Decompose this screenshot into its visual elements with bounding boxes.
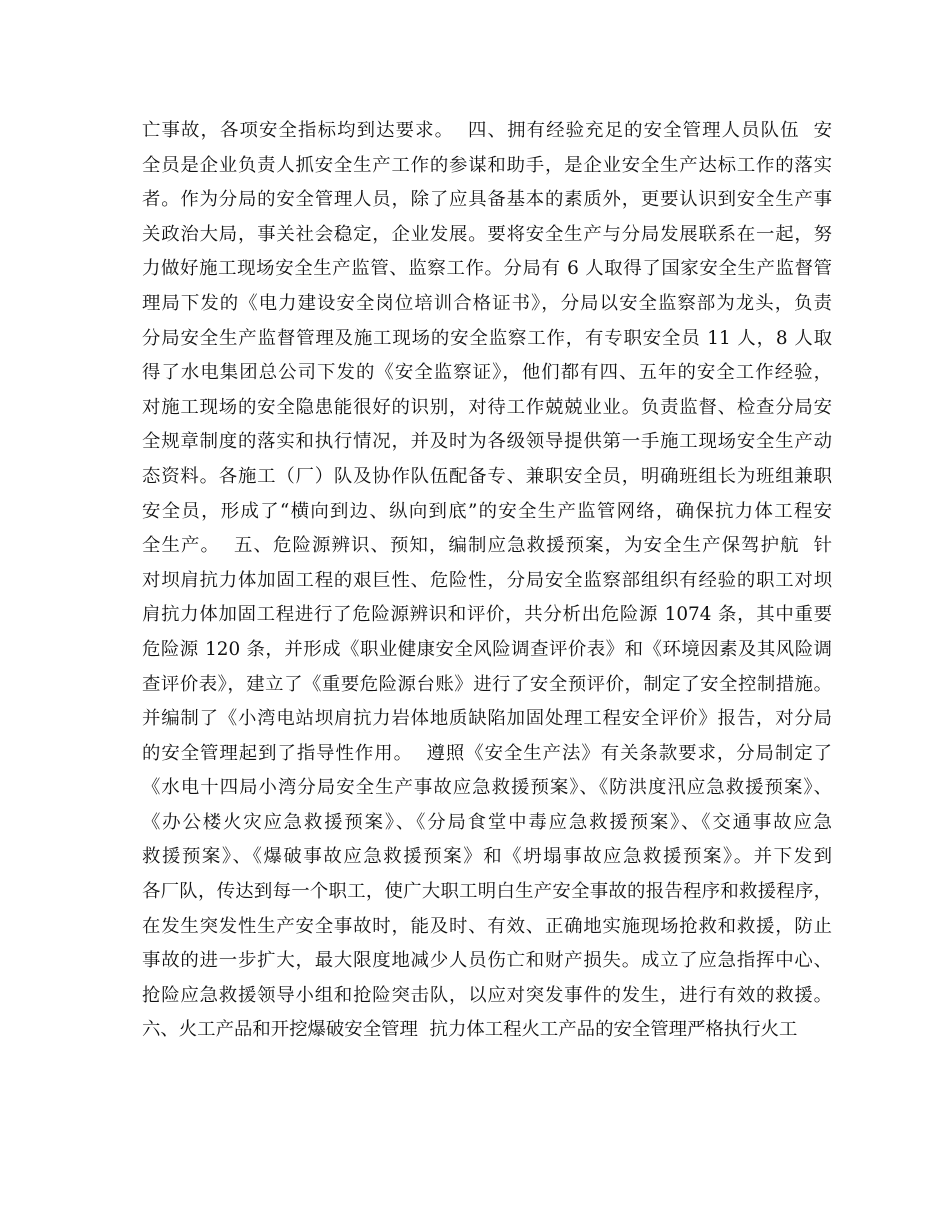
text-line: 并编制了《小湾电站坝肩抗力岩体地质缺陷加固处理工程安全评价》报告，对分局	[142, 708, 832, 730]
text-line: 对坝肩抗力体加固工程的艰巨性、危险性，分局安全监察部组织有经验的职工对坝	[142, 569, 832, 591]
text-line: 抢险应急救援领导小组和抢险突击队，以应对突发事件的发生，进行有效的救援。	[142, 984, 832, 1006]
text-line: 六、火工产品和开挖爆破安全管理 抗力体工程火工产品的安全管理严格执行火工	[142, 1019, 798, 1041]
text-line: 理局下发的《电力建设安全岗位培训合格证书》，分局以安全监察部为龙头，负责	[142, 292, 832, 314]
text-line: 安全员，形成了“横向到边、纵向到底”的安全生产监管网络，确保抗力体工程安	[142, 500, 832, 522]
text-line: 危险源 120 条，并形成《职业健康安全风险调查评价表》和《环境因素及其风险调	[142, 638, 832, 660]
body-text	[142, 114, 832, 1048]
text-line: 在发生突发性生产安全事故时，能及时、有效、正确地实施现场抢救和救援，防止	[142, 915, 832, 937]
text-line: 查评价表》，建立了《重要危险源台账》进行了安全预评价，制定了安全控制措施。	[142, 673, 832, 695]
text-line: 肩抗力体加固工程进行了危险源辨识和评价，共分析出危险源 1074 条，其中重要	[142, 604, 832, 626]
text-line: 得了水电集团总公司下发的《安全监察证》，他们都有四、五年的安全工作经验，	[142, 362, 832, 384]
text-line: 救援预案》、《爆破事故应急救援预案》和《坍塌事故应急救援预案》。并下发到	[142, 846, 832, 868]
text-line: 关政治大局，事关社会稳定，企业发展。要将安全生产与分局发展联系在一起，努	[142, 223, 832, 245]
text-line: 事故的进一步扩大，最大限度地减少人员伤亡和财产损失。成立了应急指挥中心、	[142, 950, 832, 972]
text-line: 亡事故，各项安全指标均到达要求。 四、拥有经验充足的安全管理人员队伍 安	[142, 120, 832, 141]
text-line: 全员是企业负责人抓安全生产工作的参谋和助手，是企业安全生产达标工作的落实	[142, 154, 832, 176]
text-line: 各厂队，传达到每一个职工，使广大职工明白生产安全事故的报告程序和救援程序，	[142, 881, 832, 903]
text-line: 的安全管理起到了指导性作用。 遵照《安全生产法》有关条款要求，分局制定了	[142, 742, 832, 764]
text-line: 全规章制度的落实和执行情况，并及时为各级领导提供第一手施工现场安全生产动	[142, 431, 832, 453]
text-line: 《水电十四局小湾分局安全生产事故应急救援预案》、《防洪度汛应急救援预案》、	[142, 777, 832, 799]
text-line: 《办公楼火灾应急救援预案》、《分局食堂中毒应急救援预案》、《交通事故应急	[142, 811, 832, 833]
text-line: 对施工现场的安全隐患能很好的识别，对待工作兢兢业业。负责监督、检查分局安	[142, 396, 832, 418]
text-line: 分局安全生产监督管理及施工现场的安全监察工作，有专职安全员 11 人，8 人取	[142, 327, 832, 349]
text-line: 者。作为分局的安全管理人员，除了应具备基本的素质外，更要认识到安全生产事	[142, 189, 832, 211]
text-line: 全生产。 五、危险源辨识、预知，编制应急救援预案，为安全生产保驾护航 针	[142, 535, 832, 557]
text-line: 力做好施工现场安全生产监管、监察工作。分局有 6 人取得了国家安全生产监督管	[142, 258, 832, 280]
text-line: 态资料。各施工（厂）队及协作队伍配备专、兼职安全员，明确班组长为班组兼职	[142, 465, 832, 487]
